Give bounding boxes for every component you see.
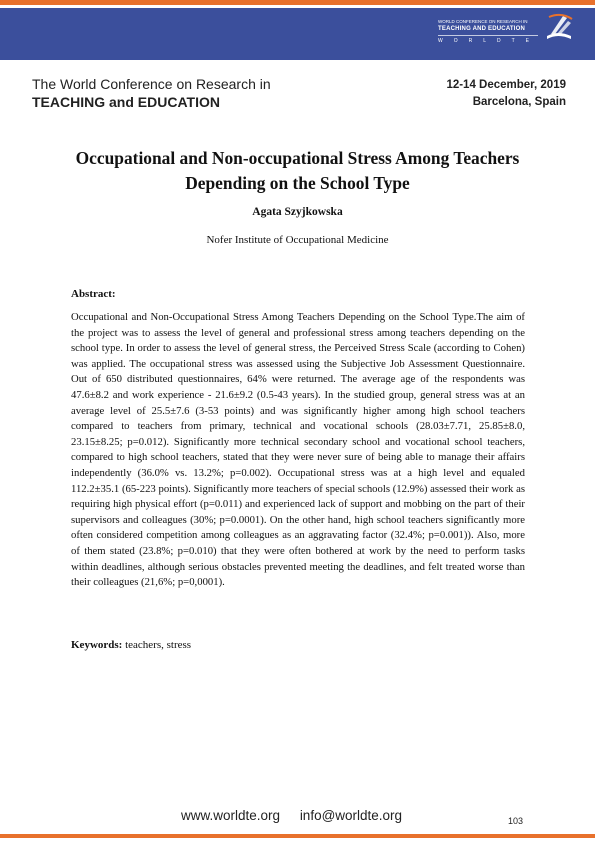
footer-website-link[interactable]: www.worldte.org xyxy=(181,808,281,823)
conference-logo xyxy=(438,10,578,46)
logo-line-3: WORLDTE xyxy=(438,38,540,44)
conference-title-line-2: TEACHING and EDUCATION xyxy=(32,94,220,110)
paper-author: Agata Szyjkowska xyxy=(252,206,343,218)
conference-title-line-1: The World Conference on Research in xyxy=(32,76,271,92)
logo-line-2: TEACHING AND EDUCATION xyxy=(438,26,526,32)
top-accent-bar xyxy=(0,0,595,5)
keywords xyxy=(71,639,191,651)
footer-contact xyxy=(181,808,402,823)
conference-location: Barcelona, Spain xyxy=(472,96,566,108)
logo-divider xyxy=(438,35,538,36)
keywords-label: Keywords: xyxy=(71,639,123,651)
footer-email-link[interactable]: info@worldte.org xyxy=(299,808,403,823)
page-number: 103 xyxy=(508,816,524,826)
keywords-value: teachers, stress xyxy=(125,639,192,651)
conference-date: 12-14 December, 2019 xyxy=(446,79,566,91)
logo-line-1: WORLD CONFERENCE ON RESEARCH IN xyxy=(438,19,528,24)
abstract-body: Occupational and Non-Occupational Stress Among Teachers Depending on the School Type.The aim of the project was to assess the level of general and professional stress among teachers depending on the school type. In order to assess the level of general stress, the Perceived Stress Scale (according to Cohen) was applied. The occupational stress was assessed using the Subjective Job Assessment Questionnaire. Out of 650 distributed questionnaires, 64% were returned. The average age of the respondents was 47.6±8.2 and work experience - 21.6±9.2 (0.5-43 years). In the studied group, general stress was at an average level of 25.5±7.6 (3-53 points) and was significantly higher among high school teachers compared to teachers from primary, technical and vocational schools (28.03±7.71, 25.85±8.0, 23.15±8.25; p=0.012). Significantly more technical secondary school and vocational school teachers, compared to high school teachers, stated that they were never sure of being able to manage their affairs independently (36.0% vs. 13.2%; p=0.002). Occupational stress was at a high level and equaled 112.2±35.1 (65-223 points). Significantly more teachers of special schools (12.9%) assessed their work as requiring high physical effort (p=0.011) and experienced lack of support and mobbing on the part of their supervisors and colleagues (30%; p=0.0001). On the other hand, high school teachers significantly more often considered competition among colleagues as an aggravating factor (32.4%; p=0.001)). Also, more of them stated (23.8%; p=0.010) that they were often bothered at work by the need to perform tasks within deadlines, although serious obstacles prevented meeting the deadlines, and felt treated worse than their colleagues (21,6%; p=0,0001). xyxy=(71,311,525,589)
abstract-heading: Abstract: xyxy=(71,288,116,300)
bottom-accent-bar xyxy=(0,834,595,838)
paper-title: Occupational and Non-occupational Stress Among Teachers Depending on the School Type xyxy=(75,148,520,193)
conference-title xyxy=(32,75,271,111)
paper-affiliation: Nofer Institute of Occupational Medicine xyxy=(206,234,389,246)
conference-date-location xyxy=(446,77,566,111)
book-swoosh-icon xyxy=(541,10,575,44)
